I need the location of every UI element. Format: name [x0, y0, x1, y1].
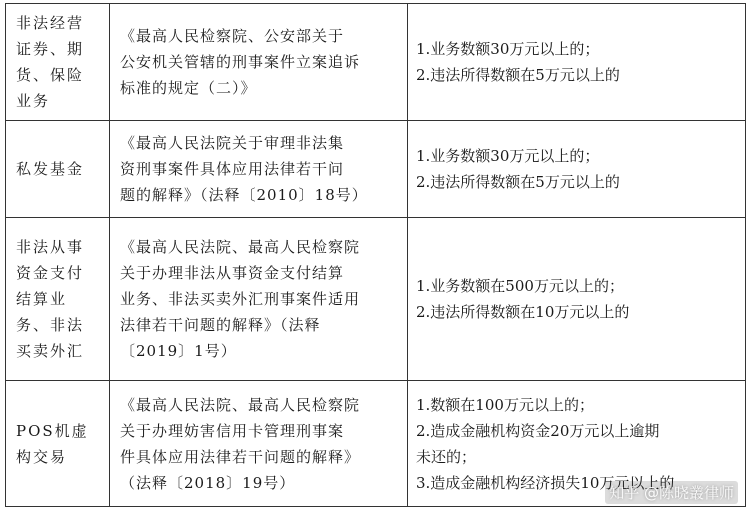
law-line: 《最高人民检察院、公安部关于 [120, 27, 345, 45]
requirement-line: 1.业务数额在500万元以上的； [416, 277, 624, 295]
category-line: POS机虚 [16, 421, 89, 440]
law-line: 关于办理妨害信用卡管理刑事案 [120, 421, 345, 440]
law-cell [110, 121, 408, 218]
law-cell [110, 218, 408, 381]
category-line: 非法经营 [16, 14, 85, 32]
table-row [6, 218, 746, 381]
law-line: 《最高人民法院、最高人民检察院 [120, 238, 361, 256]
requirement-line: 3.造成金融机构经济损失10万元以上的 [416, 473, 675, 492]
law-cell [110, 381, 408, 507]
law-line: 标准的规定（二）》 [120, 79, 257, 97]
watermark: 知乎 @陈晓叢律师 [605, 481, 738, 504]
law-line: 公安机关管辖的刑事案件立案追诉 [120, 53, 361, 71]
category-cell [6, 121, 110, 218]
category-cell [6, 4, 110, 121]
requirement-cell [408, 4, 746, 121]
requirement-cell [408, 381, 746, 507]
law-line: 业务、非法买卖外汇刑事案件适用 [120, 290, 361, 308]
requirement-line: 1.业务数额30万元以上的； [416, 147, 600, 165]
law-line: 〔2019〕1号） [120, 342, 237, 360]
law-line: 《最高人民法院、最高人民检察院 [120, 395, 361, 414]
requirement-cell [408, 218, 746, 381]
category-line: 务、非法 [16, 316, 85, 334]
law-line: 件具体应用法律若干问题的解释》 [120, 447, 361, 466]
requirement-line: 2.造成金融机构资金20万元以上逾期 [416, 421, 660, 440]
category-line: 私发基金 [16, 160, 85, 178]
law-line: 资刑事案件具体应用法律若干问 [120, 160, 345, 178]
category-cell [6, 218, 110, 381]
law-cell [110, 4, 408, 121]
category-line: 业务 [16, 92, 51, 110]
requirement-line: 未还的； [416, 447, 477, 466]
table-row [6, 381, 746, 507]
category-line: 证券、期 [16, 40, 85, 58]
category-line: 结算业 [16, 290, 68, 308]
category-cell [6, 381, 110, 507]
table-row [6, 121, 746, 218]
category-line: 买卖外汇 [16, 342, 85, 360]
law-line: 题的解释》（法释〔2010〕18号） [120, 186, 368, 204]
regulation-table [5, 3, 746, 507]
law-line: 法律若干问题的解释》（法释 [120, 316, 321, 334]
category-line: 非法从事 [16, 238, 85, 256]
category-line: 货、保险 [16, 66, 85, 84]
category-line: 构交易 [16, 447, 68, 466]
requirement-cell [408, 121, 746, 218]
law-line: 《最高人民法院关于审理非法集 [120, 134, 345, 152]
requirement-line: 1.数额在100万元以上的； [416, 395, 594, 414]
requirement-line: 2.违法所得数额在10万元以上的 [416, 303, 630, 321]
table-row [6, 4, 746, 121]
law-line: 关于办理非法从事资金支付结算 [120, 264, 345, 282]
category-line: 资金支付 [16, 264, 85, 282]
requirement-line: 2.违法所得数额在5万元以上的 [416, 66, 620, 84]
law-line: （法释〔2018〕19号） [120, 473, 296, 492]
requirement-line: 2.违法所得数额在5万元以上的 [416, 173, 620, 191]
requirement-line: 1.业务数额30万元以上的； [416, 40, 600, 58]
